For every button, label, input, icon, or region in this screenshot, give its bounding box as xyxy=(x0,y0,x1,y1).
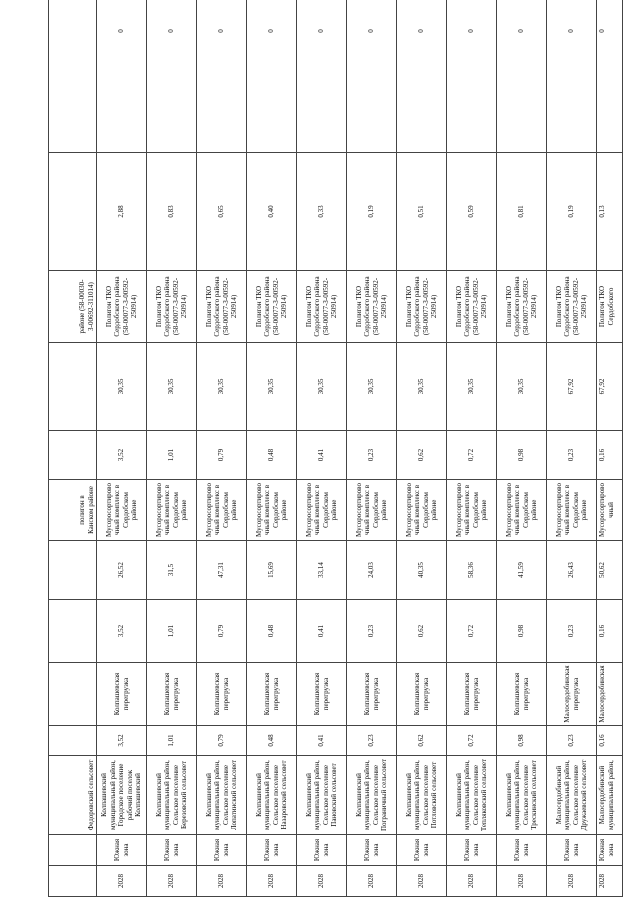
volume-cell: 3,52 xyxy=(97,600,147,663)
distance-cell: 30,35 xyxy=(297,343,347,431)
year-cell: 2028 xyxy=(547,866,597,897)
landfill-mass-cell: 0,33 xyxy=(297,153,347,271)
year-cell: 2028 xyxy=(247,866,297,897)
year-cell: 2028 xyxy=(397,866,447,897)
volume-cell: 0,23 xyxy=(347,600,397,663)
route-cell: Малосердобинская перегрузка xyxy=(547,663,597,726)
settlement-cell: Колпашевский муниципальный район, Сельское поселение Пановский сельсовет xyxy=(297,756,347,835)
facility-cell: Мусоросортировочный комплекс в Сердобском районе xyxy=(147,480,197,541)
mass-cell: 0,23 xyxy=(347,726,397,756)
waste-flow-table xyxy=(48,0,623,897)
facility-mass-cell: 0,23 xyxy=(547,431,597,480)
table-row xyxy=(247,0,297,897)
distance-cell: 30,35 xyxy=(397,343,447,431)
year-cell: 2028 xyxy=(447,866,497,897)
volume-cell: 0,72 xyxy=(447,600,497,663)
zone-cell xyxy=(49,835,97,866)
year-cell: 2028 xyxy=(147,866,197,897)
mass-cell: 0,48 xyxy=(247,726,297,756)
facility-cell: Мусоросортировочный xyxy=(597,480,623,541)
facility-mass-cell: 0,98 xyxy=(497,431,547,480)
route-cell: Колпашевская перегрузка xyxy=(247,663,297,726)
landfill-cell: Полигон ТКО Сердобского района (58-00077-З-00592-250914) xyxy=(497,271,547,343)
facility-mass-cell: 3,52 xyxy=(97,431,147,480)
mass-cell: 3,52 xyxy=(97,726,147,756)
year-cell: 2028 xyxy=(597,866,623,897)
landfill-cell: Полигон ТКО Сердобского района (58-00077-З-00592-250914) xyxy=(97,271,147,343)
zone-cell: Южная зона xyxy=(397,835,447,866)
table-row xyxy=(397,0,447,897)
density-cell: 26,52 xyxy=(97,541,147,600)
density-cell: 15,69 xyxy=(247,541,297,600)
facility-mass-cell: 0,23 xyxy=(347,431,397,480)
landfill-cell: Полигон ТКО Сердобского района (58-00077-З-00592-250914) xyxy=(547,271,597,343)
mass-cell: 0,62 xyxy=(397,726,447,756)
landfill-cell: Полигон ТКО Сердобского xyxy=(597,271,623,343)
other-cell: 0 xyxy=(297,0,347,153)
facility-cell: Мусоросортировочный комплекс в Сердобском районе xyxy=(297,480,347,541)
facility-mass-cell: 0,48 xyxy=(247,431,297,480)
settlement-cell: Колпашевский муниципальный район, Сельское поселение Пограничный сельсовет xyxy=(347,756,397,835)
facility-cell: Мусоросортировочный комплекс в Сердобском районе xyxy=(247,480,297,541)
landfill-mass-cell xyxy=(49,153,97,271)
year-cell xyxy=(49,866,97,897)
other-cell: 0 xyxy=(147,0,197,153)
distance-cell: 30,35 xyxy=(447,343,497,431)
table-row xyxy=(497,0,547,897)
mass-cell: 0,23 xyxy=(547,726,597,756)
route-cell: Колпашевская перегрузка xyxy=(197,663,247,726)
zone-cell: Южная зона xyxy=(97,835,147,866)
zone-cell: Южная зона xyxy=(347,835,397,866)
facility-cell: Мусоросортировочный комплекс в Сердобском районе xyxy=(397,480,447,541)
landfill-mass-cell: 0,13 xyxy=(597,153,623,271)
facility-cell: полигон в Канском районе xyxy=(49,480,97,541)
mass-cell xyxy=(49,726,97,756)
year-cell: 2028 xyxy=(197,866,247,897)
facility-mass-cell xyxy=(49,431,97,480)
distance-cell: 30,35 xyxy=(497,343,547,431)
density-cell: 31,5 xyxy=(147,541,197,600)
volume-cell: 0,48 xyxy=(247,600,297,663)
distance-cell: 30,35 xyxy=(147,343,197,431)
facility-cell: Мусоросортировочный комплекс в Сердобском районе xyxy=(197,480,247,541)
mass-cell: 0,98 xyxy=(497,726,547,756)
facility-cell: Мусоросортировочный комплекс в Сердобском районе xyxy=(547,480,597,541)
mass-cell: 1,01 xyxy=(147,726,197,756)
landfill-cell: Полигон ТКО Сердобского района (58-00077-З-00592-250914) xyxy=(197,271,247,343)
year-cell: 2028 xyxy=(297,866,347,897)
settlement-cell: Колпашевский муниципальный район, Сельское поселение Потловский сельсовет xyxy=(397,756,447,835)
other-cell xyxy=(49,0,97,153)
other-cell: 0 xyxy=(447,0,497,153)
settlement-cell: Федоровский сельсовет xyxy=(49,756,97,835)
year-cell: 2028 xyxy=(97,866,147,897)
settlement-cell: Колпашевский муниципальный район, Сельское поселение Тепляковский сельсовет xyxy=(447,756,497,835)
route-cell: Колпашевская перегрузка xyxy=(147,663,197,726)
route-cell: Малосердобинская xyxy=(597,663,623,726)
landfill-cell: Полигон ТКО Сердобского района (58-00077-З-00592-250914) xyxy=(347,271,397,343)
zone-cell: Южная зона xyxy=(197,835,247,866)
route-cell: Колпашевская перегрузка xyxy=(497,663,547,726)
table-row xyxy=(197,0,247,897)
landfill-mass-cell: 0,65 xyxy=(197,153,247,271)
distance-cell: 30,35 xyxy=(97,343,147,431)
landfill-mass-cell: 2,88 xyxy=(97,153,147,271)
zone-cell: Южная зона xyxy=(147,835,197,866)
route-cell: Колпашевская перегрузка xyxy=(297,663,347,726)
volume-cell: 1,01 xyxy=(147,600,197,663)
table-row xyxy=(547,0,597,897)
density-cell: 58,36 xyxy=(447,541,497,600)
other-cell: 0 xyxy=(97,0,147,153)
zone-cell: Южная зона xyxy=(497,835,547,866)
landfill-cell: Полигон ТКО Сердобского района (58-00077-З-00592-250914) xyxy=(447,271,497,343)
density-cell: 26,43 xyxy=(547,541,597,600)
other-cell: 0 xyxy=(547,0,597,153)
landfill-mass-cell: 0,81 xyxy=(497,153,547,271)
landfill-cell: районе (58-00030-З-00692-311014) xyxy=(49,271,97,343)
density-cell: 40,35 xyxy=(397,541,447,600)
facility-cell: Мусоросортировочный комплекс в Сердобском районе xyxy=(497,480,547,541)
distance-cell: 30,35 xyxy=(247,343,297,431)
volume-cell: 0,98 xyxy=(497,600,547,663)
zone-cell: Южная зона xyxy=(297,835,347,866)
distance-cell xyxy=(49,343,97,431)
volume-cell: 0,23 xyxy=(547,600,597,663)
table-body xyxy=(49,0,623,897)
other-cell: 0 xyxy=(197,0,247,153)
facility-mass-cell: 0,62 xyxy=(397,431,447,480)
other-cell: 0 xyxy=(597,0,623,153)
facility-mass-cell: 0,72 xyxy=(447,431,497,480)
landfill-mass-cell: 0,19 xyxy=(347,153,397,271)
settlement-cell: Колпашевский муниципальный район, Сельское поселение Назаровский сельсовет xyxy=(247,756,297,835)
route-cell xyxy=(49,663,97,726)
other-cell: 0 xyxy=(247,0,297,153)
table-row xyxy=(297,0,347,897)
density-cell xyxy=(49,541,97,600)
landfill-mass-cell: 0,59 xyxy=(447,153,497,271)
facility-mass-cell: 0,41 xyxy=(297,431,347,480)
table-row xyxy=(147,0,197,897)
settlement-cell: Колпашевский муниципальный район, Сельское поселение Березовский сельсовет xyxy=(147,756,197,835)
zone-cell: Южная зона xyxy=(547,835,597,866)
distance-cell: 67,92 xyxy=(597,343,623,431)
density-cell: 47,31 xyxy=(197,541,247,600)
distance-cell: 30,35 xyxy=(347,343,397,431)
landfill-cell: Полигон ТКО Сердобского района (58-00077-З-00592-250914) xyxy=(397,271,447,343)
settlement-cell: Колпашевский муниципальный район, Сельское поселение Трескинский сельсовет xyxy=(497,756,547,835)
landfill-mass-cell: 0,40 xyxy=(247,153,297,271)
year-cell: 2028 xyxy=(497,866,547,897)
mass-cell: 0,72 xyxy=(447,726,497,756)
volume-cell: 0,62 xyxy=(397,600,447,663)
table-row xyxy=(49,0,97,897)
distance-cell: 67,92 xyxy=(547,343,597,431)
route-cell: Колпашевская перегрузка xyxy=(447,663,497,726)
volume-cell: 0,79 xyxy=(197,600,247,663)
facility-mass-cell: 0,16 xyxy=(597,431,623,480)
other-cell: 0 xyxy=(497,0,547,153)
facility-cell: Мусоросортировочный комплекс в Сердобском районе xyxy=(347,480,397,541)
settlement-cell: Малосердобинский муниципальный район, Сельское поселение Дружаевский сельсовет xyxy=(547,756,597,835)
facility-mass-cell: 1,01 xyxy=(147,431,197,480)
table-row xyxy=(347,0,397,897)
density-cell: 24,03 xyxy=(347,541,397,600)
other-cell: 0 xyxy=(347,0,397,153)
volume-cell: 0,41 xyxy=(297,600,347,663)
mass-cell: 0,41 xyxy=(297,726,347,756)
distance-cell: 30,35 xyxy=(197,343,247,431)
mass-cell: 0,79 xyxy=(197,726,247,756)
landfill-cell: Полигон ТКО Сердобского района (58-00077-З-00592-250914) xyxy=(247,271,297,343)
zone-cell: Южная зона xyxy=(597,835,623,866)
other-cell: 0 xyxy=(397,0,447,153)
facility-mass-cell: 0,79 xyxy=(197,431,247,480)
landfill-mass-cell: 0,83 xyxy=(147,153,197,271)
volume-cell xyxy=(49,600,97,663)
settlement-cell: Колпашевский муниципальный район, Сельское поселение Лопатинский сельсовет xyxy=(197,756,247,835)
landfill-mass-cell: 0,19 xyxy=(547,153,597,271)
zone-cell: Южная зона xyxy=(447,835,497,866)
landfill-cell: Полигон ТКО Сердобского района (58-00077-З-00592-250914) xyxy=(297,271,347,343)
density-cell: 33,14 xyxy=(297,541,347,600)
year-cell: 2028 xyxy=(347,866,397,897)
route-cell: Колпашевская перегрузка xyxy=(397,663,447,726)
landfill-cell: Полигон ТКО Сердобского района (58-00077-З-00592-250914) xyxy=(147,271,197,343)
density-cell: 50,62 xyxy=(597,541,623,600)
facility-cell: Мусоросортировочный комплекс в Сердобском районе xyxy=(447,480,497,541)
landfill-mass-cell: 0,51 xyxy=(397,153,447,271)
table-row xyxy=(447,0,497,897)
table-row xyxy=(97,0,147,897)
table-row xyxy=(597,0,623,897)
route-cell: Колпашевская перегрузка xyxy=(347,663,397,726)
settlement-cell: Малосердобинский муниципальный район, xyxy=(597,756,623,835)
route-cell: Колпашевская перегрузка xyxy=(97,663,147,726)
zone-cell: Южная зона xyxy=(247,835,297,866)
facility-cell: Мусоросортировочный комплекс в Сердобском районе xyxy=(97,480,147,541)
density-cell: 41,59 xyxy=(497,541,547,600)
volume-cell: 0,16 xyxy=(597,600,623,663)
settlement-cell: Колпашевский муниципальный район, Городское поселение рабочий поселок Колпашевский xyxy=(97,756,147,835)
mass-cell: 0,16 xyxy=(597,726,623,756)
